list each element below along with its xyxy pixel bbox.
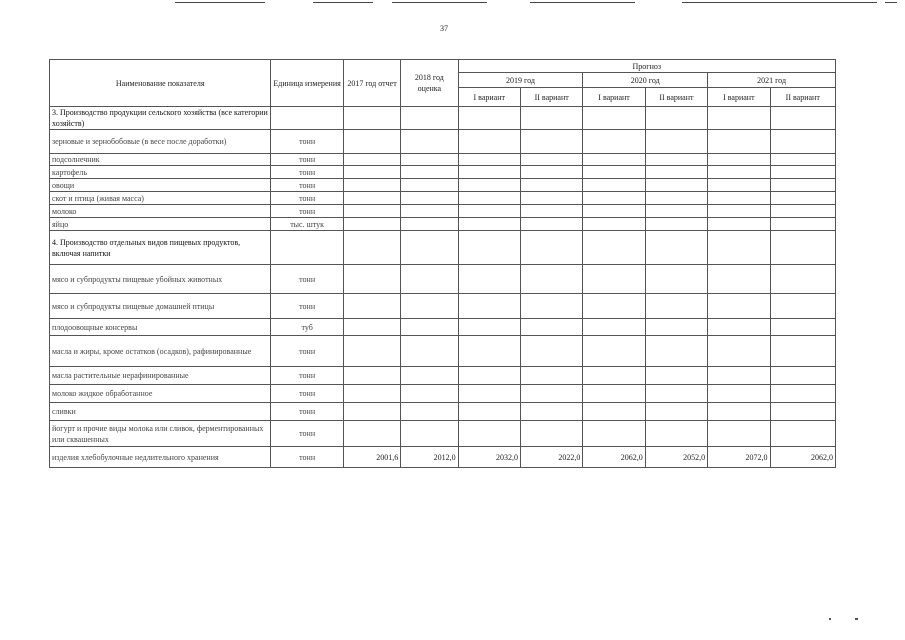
- value-cell: 2032,0: [458, 447, 520, 468]
- value-cell: [458, 218, 520, 231]
- value-cell: [770, 336, 835, 367]
- value-cell: 2072,0: [708, 447, 770, 468]
- value-cell: [343, 192, 400, 205]
- value-cell: [708, 205, 770, 218]
- value-cell: [343, 179, 400, 192]
- value-cell: 2062,0: [583, 447, 645, 468]
- forecast-table: [49, 59, 836, 468]
- value-cell: [770, 192, 835, 205]
- scan-line: [175, 2, 265, 3]
- value-cell: [401, 154, 458, 166]
- value-cell: [458, 367, 520, 385]
- value-cell: [520, 218, 582, 231]
- value-cell: [458, 107, 520, 130]
- scan-line: [682, 2, 877, 3]
- row-unit: тонн: [271, 192, 343, 205]
- value-cell: [583, 367, 645, 385]
- value-cell: [770, 205, 835, 218]
- value-cell: [520, 421, 582, 447]
- row-unit: тонн: [271, 421, 343, 447]
- value-cell: [458, 385, 520, 403]
- value-cell: [520, 336, 582, 367]
- value-cell: [583, 205, 645, 218]
- value-cell: [583, 154, 645, 166]
- row-name: подсолнечник: [50, 154, 271, 166]
- value-cell: [343, 130, 400, 154]
- value-cell: [458, 166, 520, 179]
- value-cell: [645, 319, 707, 336]
- scan-speck: [855, 618, 858, 620]
- row-name: плодоовощные консервы: [50, 319, 271, 336]
- value-cell: [343, 367, 400, 385]
- value-cell: [343, 421, 400, 447]
- value-cell: [343, 107, 400, 130]
- value-cell: [458, 265, 520, 294]
- value-cell: [520, 179, 582, 192]
- table-row: [50, 421, 836, 447]
- row-unit: тонн: [271, 336, 343, 367]
- value-cell: [401, 319, 458, 336]
- value-cell: [583, 179, 645, 192]
- table-row: [50, 294, 836, 319]
- value-cell: [458, 130, 520, 154]
- value-cell: [770, 179, 835, 192]
- value-cell: [708, 403, 770, 421]
- value-cell: 2022,0: [520, 447, 582, 468]
- value-cell: [520, 192, 582, 205]
- table-row: [50, 231, 836, 265]
- value-cell: [343, 403, 400, 421]
- value-cell: [520, 265, 582, 294]
- table-row: [50, 192, 836, 205]
- value-cell: [770, 107, 835, 130]
- value-cell: [645, 166, 707, 179]
- value-cell: [343, 385, 400, 403]
- value-cell: [708, 294, 770, 319]
- table-row: [50, 179, 836, 192]
- row-unit: тонн: [271, 447, 343, 468]
- value-cell: [520, 107, 582, 130]
- value-cell: [708, 192, 770, 205]
- row-name: картофель: [50, 166, 271, 179]
- value-cell: [708, 218, 770, 231]
- col-header-unit: Единица измерения: [271, 60, 343, 107]
- row-unit: тонн: [271, 130, 343, 154]
- table-row: [50, 367, 836, 385]
- value-cell: [401, 107, 458, 130]
- row-name: молоко жидкое обработанное: [50, 385, 271, 403]
- value-cell: [401, 130, 458, 154]
- value-cell: [708, 130, 770, 154]
- value-cell: [645, 231, 707, 265]
- row-unit: тонн: [271, 265, 343, 294]
- table-row: [50, 385, 836, 403]
- row-unit: тыс. штук: [271, 218, 343, 231]
- col-header-variant-2: II вариант: [770, 88, 835, 107]
- value-cell: [458, 421, 520, 447]
- value-cell: [583, 294, 645, 319]
- value-cell: [583, 403, 645, 421]
- value-cell: [645, 403, 707, 421]
- col-header-variant-2: II вариант: [645, 88, 707, 107]
- row-unit: тонн: [271, 179, 343, 192]
- row-name: изделия хлебобулочные недлительного хранения: [50, 447, 271, 468]
- value-cell: [645, 218, 707, 231]
- value-cell: [770, 367, 835, 385]
- value-cell: [583, 192, 645, 205]
- value-cell: [520, 367, 582, 385]
- value-cell: [458, 294, 520, 319]
- row-name: мясо и субпродукты пищевые домашней птицы: [50, 294, 271, 319]
- value-cell: [458, 205, 520, 218]
- value-cell: [401, 205, 458, 218]
- value-cell: [708, 265, 770, 294]
- value-cell: [401, 403, 458, 421]
- value-cell: [401, 421, 458, 447]
- value-cell: [583, 319, 645, 336]
- value-cell: [458, 179, 520, 192]
- value-cell: [520, 154, 582, 166]
- table-row: [50, 319, 836, 336]
- value-cell: [770, 218, 835, 231]
- value-cell: [708, 319, 770, 336]
- value-cell: [645, 130, 707, 154]
- value-cell: [645, 367, 707, 385]
- value-cell: [520, 385, 582, 403]
- value-cell: [520, 319, 582, 336]
- value-cell: [708, 179, 770, 192]
- row-name: масла и жиры, кроме остатков (осадков), рафинированные: [50, 336, 271, 367]
- row-name: яйцо: [50, 218, 271, 231]
- value-cell: [645, 154, 707, 166]
- table-row: [50, 205, 836, 218]
- table-row: [50, 166, 836, 179]
- value-cell: [401, 294, 458, 319]
- row-name: мясо и субпродукты пищевые убойных животных: [50, 265, 271, 294]
- value-cell: [770, 166, 835, 179]
- value-cell: [583, 107, 645, 130]
- section-title: 3. Производство продукции сельского хозяйства (все категории хозяйств): [50, 107, 271, 130]
- row-unit: туб: [271, 319, 343, 336]
- value-cell: [708, 336, 770, 367]
- row-unit: тонн: [271, 367, 343, 385]
- col-header-variant-2: II вариант: [520, 88, 582, 107]
- value-cell: [520, 205, 582, 218]
- value-cell: [520, 130, 582, 154]
- value-cell: [401, 367, 458, 385]
- value-cell: [401, 385, 458, 403]
- value-cell: 2001,6: [343, 447, 400, 468]
- value-cell: [583, 130, 645, 154]
- table-row: [50, 265, 836, 294]
- value-cell: [520, 231, 582, 265]
- value-cell: [401, 265, 458, 294]
- value-cell: [343, 154, 400, 166]
- value-cell: [343, 265, 400, 294]
- value-cell: [458, 231, 520, 265]
- value-cell: [645, 205, 707, 218]
- row-unit: тонн: [271, 205, 343, 218]
- row-name: йогурт и прочие виды молока или сливок, ферментированных или сквашенных: [50, 421, 271, 447]
- row-unit: тонн: [271, 166, 343, 179]
- row-name: скот и птица (живая масса): [50, 192, 271, 205]
- row-unit: тонн: [271, 403, 343, 421]
- table-row: [50, 447, 836, 468]
- col-header-variant-1: I вариант: [583, 88, 645, 107]
- value-cell: [343, 231, 400, 265]
- value-cell: [401, 179, 458, 192]
- value-cell: [645, 192, 707, 205]
- value-cell: [583, 265, 645, 294]
- value-cell: [645, 265, 707, 294]
- value-cell: [770, 319, 835, 336]
- value-cell: [401, 218, 458, 231]
- scan-line: [885, 2, 897, 3]
- value-cell: [708, 107, 770, 130]
- value-cell: [458, 336, 520, 367]
- page-number: 37: [440, 24, 448, 33]
- value-cell: [343, 218, 400, 231]
- row-unit: [271, 231, 343, 265]
- value-cell: [401, 336, 458, 367]
- value-cell: [770, 130, 835, 154]
- table-row: [50, 403, 836, 421]
- value-cell: [770, 154, 835, 166]
- value-cell: [401, 192, 458, 205]
- value-cell: [520, 403, 582, 421]
- table-row: [50, 107, 836, 130]
- value-cell: [583, 218, 645, 231]
- value-cell: [708, 367, 770, 385]
- value-cell: [583, 231, 645, 265]
- value-cell: [770, 265, 835, 294]
- value-cell: [708, 231, 770, 265]
- table-row: [50, 218, 836, 231]
- value-cell: [458, 192, 520, 205]
- table-row: [50, 154, 836, 166]
- value-cell: 2062,0: [770, 447, 835, 468]
- value-cell: [343, 205, 400, 218]
- value-cell: 2012,0: [401, 447, 458, 468]
- value-cell: [343, 319, 400, 336]
- col-header-2020: 2020 год: [583, 73, 708, 88]
- value-cell: [770, 231, 835, 265]
- value-cell: [458, 403, 520, 421]
- value-cell: [401, 166, 458, 179]
- row-unit: [271, 107, 343, 130]
- scan-line: [530, 2, 635, 3]
- value-cell: [770, 385, 835, 403]
- col-header-variant-1: I вариант: [708, 88, 770, 107]
- scan-line: [313, 2, 373, 3]
- value-cell: [401, 231, 458, 265]
- col-header-2019: 2019 год: [458, 73, 583, 88]
- row-name: зерновые и зернобобовые (в весе после доработки): [50, 130, 271, 154]
- value-cell: [770, 294, 835, 319]
- col-header-2018: 2018 год оценка: [401, 60, 458, 107]
- value-cell: [343, 166, 400, 179]
- value-cell: [520, 294, 582, 319]
- value-cell: [708, 385, 770, 403]
- value-cell: 2052,0: [645, 447, 707, 468]
- value-cell: [645, 421, 707, 447]
- value-cell: [583, 166, 645, 179]
- value-cell: [708, 166, 770, 179]
- value-cell: [645, 336, 707, 367]
- value-cell: [583, 385, 645, 403]
- table-row: [50, 130, 836, 154]
- row-name: сливки: [50, 403, 271, 421]
- value-cell: [343, 336, 400, 367]
- row-name: овощи: [50, 179, 271, 192]
- scan-speck: [829, 618, 831, 620]
- row-name: масла растительные нерафинированные: [50, 367, 271, 385]
- row-name: молоко: [50, 205, 271, 218]
- table-row: [50, 336, 836, 367]
- value-cell: [583, 336, 645, 367]
- table-body: [50, 107, 836, 468]
- col-header-name: Наименование показателя: [50, 60, 271, 107]
- value-cell: [645, 294, 707, 319]
- value-cell: [343, 294, 400, 319]
- value-cell: [708, 421, 770, 447]
- value-cell: [770, 421, 835, 447]
- value-cell: [645, 179, 707, 192]
- row-unit: тонн: [271, 154, 343, 166]
- col-header-variant-1: I вариант: [458, 88, 520, 107]
- value-cell: [583, 421, 645, 447]
- section-title: 4. Производство отдельных видов пищевых продуктов, включая напитки: [50, 231, 271, 265]
- col-header-2021: 2021 год: [708, 73, 836, 88]
- value-cell: [458, 319, 520, 336]
- row-unit: тонн: [271, 385, 343, 403]
- col-header-forecast: Прогноз: [458, 60, 835, 73]
- value-cell: [520, 166, 582, 179]
- value-cell: [708, 154, 770, 166]
- row-unit: тонн: [271, 294, 343, 319]
- value-cell: [645, 385, 707, 403]
- scan-line: [392, 2, 487, 3]
- value-cell: [770, 403, 835, 421]
- value-cell: [458, 154, 520, 166]
- value-cell: [645, 107, 707, 130]
- col-header-2017: 2017 год отчет: [343, 60, 400, 107]
